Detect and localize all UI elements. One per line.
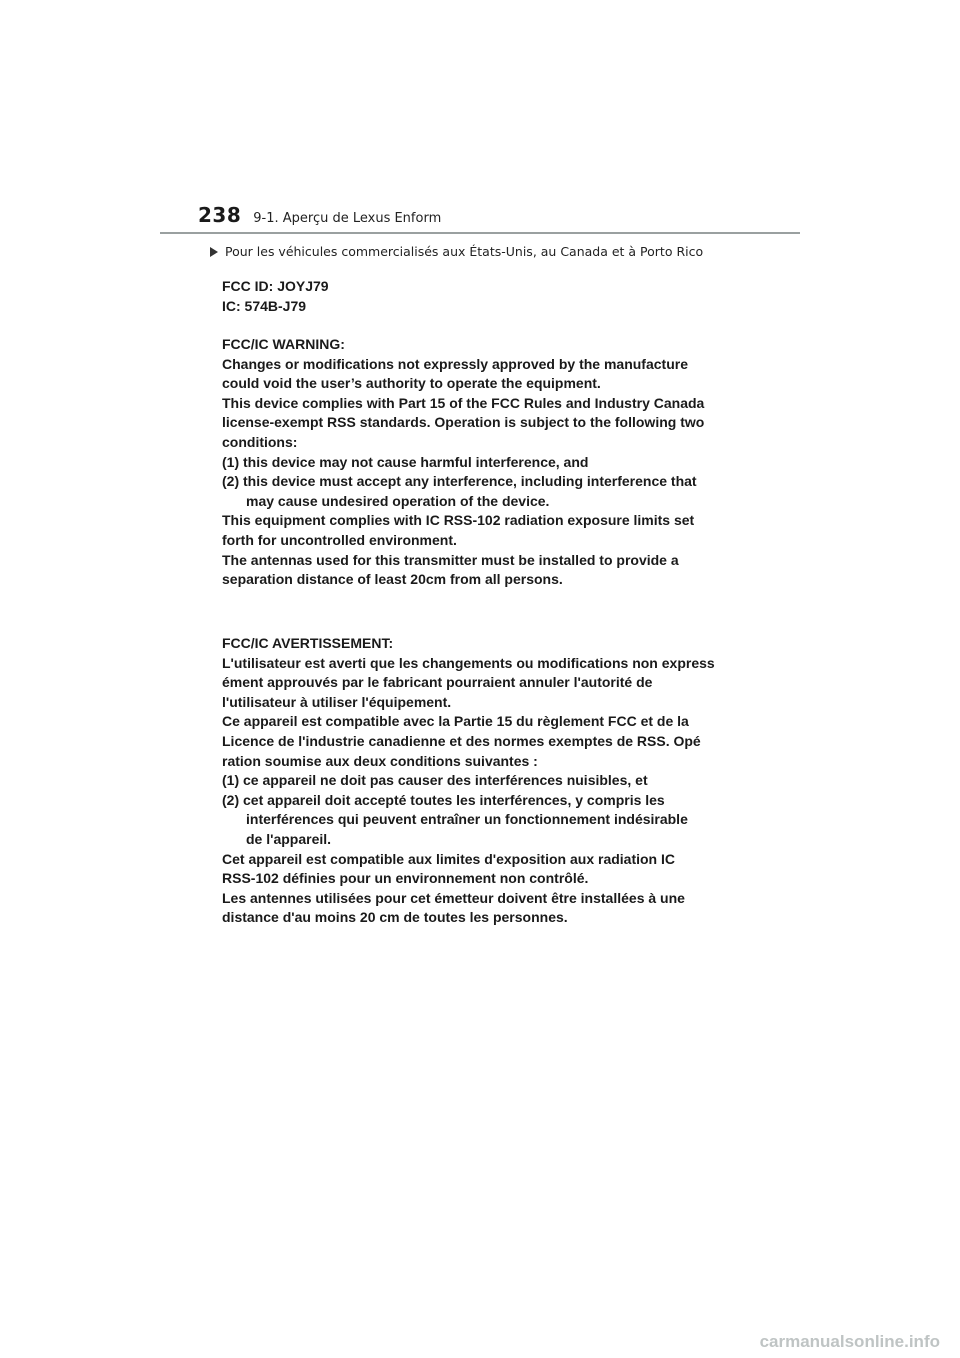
fcc-warning-block [222, 335, 704, 590]
warning-line: could void the user’s authority to operate the equipment. [222, 375, 601, 392]
warning-line: This device complies with Part 15 of the FCC Rules and Industry Canada [222, 394, 705, 411]
warning-line: forth for uncontrolled environment. [222, 531, 457, 548]
avertissement-line: Les antennes utilisées pour cet émetteur doivent être installées à une [222, 889, 685, 906]
page-header [198, 203, 441, 233]
avertissement-line: RSS-102 définies pour un environnement non contrôlé. [222, 870, 589, 887]
avertissement-line: de l'appareil. [246, 830, 332, 847]
avertissement-line: L'utilisateur est averti que les changements ou modifications non express [222, 654, 715, 671]
fcc-id: FCC ID: JOYJ79 [222, 278, 329, 294]
avertissement-line: Cet appareil est compatible aux limites d'exposition aux radiation IC [222, 850, 675, 867]
section-intro [210, 244, 703, 259]
warning-line: conditions: [222, 433, 298, 450]
page-number: 238 [198, 203, 242, 227]
avertissement-line: distance d'au moins 20 cm de toutes les personnes. [222, 909, 568, 926]
warning-line: The antennas used for this transmitter must be installed to provide a [222, 551, 679, 568]
intro-text: Pour les véhicules commercialisés aux États-Unis, au Canada et à Porto Rico [225, 244, 704, 259]
fcc-avertissement-block [222, 634, 715, 928]
warning-line: separation distance of least 20cm from all persons. [222, 571, 563, 588]
avertissement-line: interférences qui peuvent entraîner un fonctionnement indésirable [246, 811, 688, 828]
warning-line: may cause undesired operation of the device. [246, 492, 550, 509]
avertissement-line: (2) cet appareil doit accepté toutes les interférences, y compris les [222, 791, 665, 808]
avertissement-line: l'utilisateur à utiliser l'équipement. [222, 693, 452, 710]
warning-line: (2) this device must accept any interference, including interference that [222, 473, 697, 490]
regulatory-ids [222, 277, 329, 316]
ic-id: IC: 574B-J79 [222, 297, 307, 314]
header-divider [160, 232, 800, 234]
warning-line: (1) this device may not cause harmful interference, and [222, 453, 589, 470]
triangle-bullet-icon [210, 247, 218, 257]
avertissement-line: Licence de l'industrie canadienne et des normes exemptes de RSS. Opé [222, 732, 701, 749]
chapter-title: 9-1. Aperçu de Lexus Enform [253, 211, 442, 226]
avertissement-title: FCC/IC AVERTISSEMENT: [222, 635, 394, 651]
avertissement-line: ément approuvés par le fabricant pourraient annuler l'autorité de [222, 674, 653, 691]
footer-watermark: carmanualsonline.info [759, 1332, 940, 1351]
avertissement-line: ration soumise aux deux conditions suivantes : [222, 752, 538, 769]
warning-line: license-exempt RSS standards. Operation is subject to the following two [222, 414, 705, 431]
warning-title: FCC/IC WARNING: [222, 336, 345, 352]
avertissement-line: Ce appareil est compatible avec la Partie 15 du règlement FCC et de la [222, 713, 689, 730]
warning-line: Changes or modifications not expressly approved by the manufacture [222, 355, 688, 372]
warning-line: This equipment complies with IC RSS-102 radiation exposure limits set [222, 512, 695, 529]
avertissement-line: (1) ce appareil ne doit pas causer des interférences nuisibles, et [222, 772, 648, 789]
